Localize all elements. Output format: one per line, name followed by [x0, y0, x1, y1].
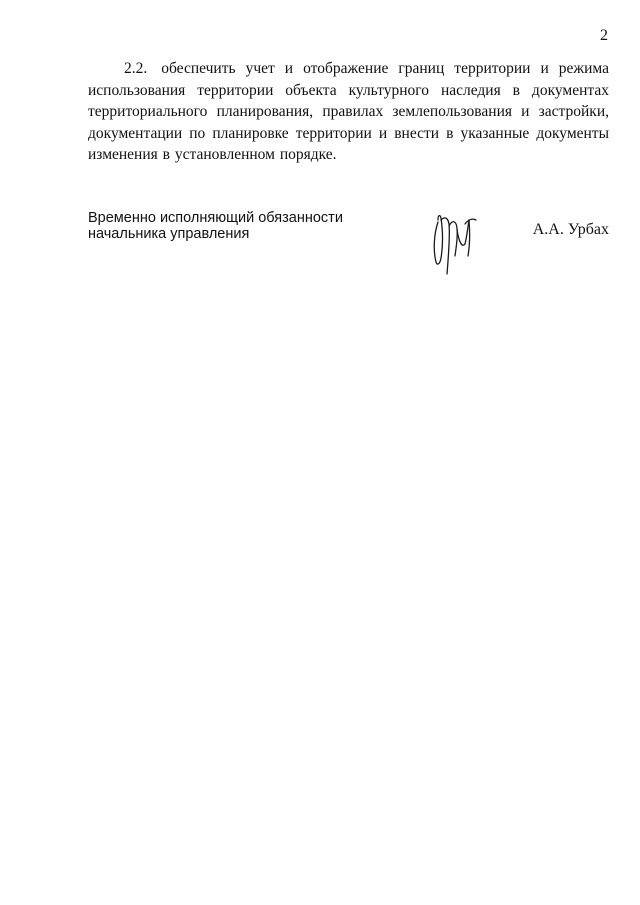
signer-title-line-2: начальника управления: [88, 226, 250, 242]
page-number: 2: [600, 27, 608, 44]
signature-block: [88, 210, 609, 280]
clause-text: обеспечить учет и отображение границ территории и режима использования территории объекта культурного наследия в документах территориального планирования, правилах землепользования и застройки, документации по планировке территории и внести в указанные документы изменения в установленном порядке.: [88, 60, 609, 163]
signer-title-line-1: Временно исполняющий обязанности: [88, 210, 343, 226]
clause-paragraph: [88, 58, 609, 166]
signer-name: А.А. Урбах: [532, 221, 609, 238]
handwritten-signature-icon: [428, 206, 482, 276]
clause-number: 2.2.: [124, 60, 148, 77]
signer-title: [88, 210, 343, 242]
